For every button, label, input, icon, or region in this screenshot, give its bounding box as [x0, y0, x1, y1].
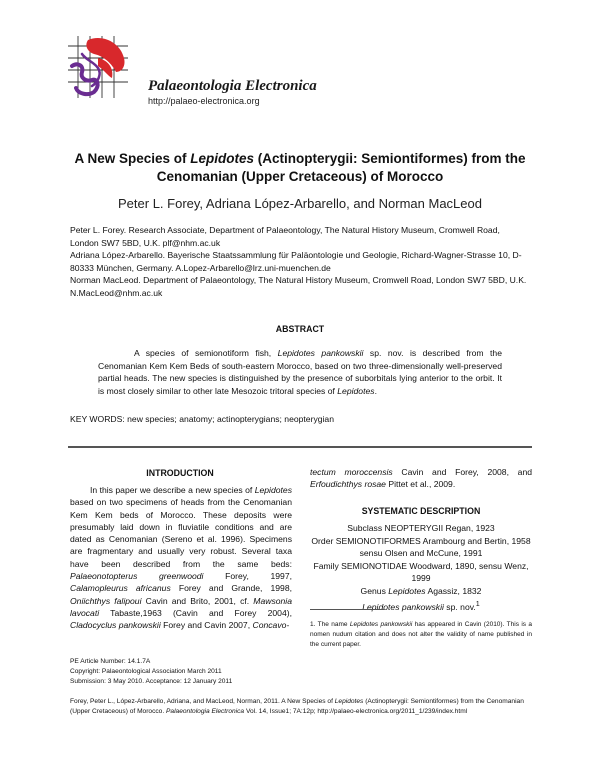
footnote-marker[interactable]: 1	[475, 599, 480, 608]
journal-logo	[68, 36, 128, 98]
introduction-heading: INTRODUCTION	[146, 468, 214, 478]
logo-graphic	[68, 36, 128, 98]
footnote-divider	[310, 609, 384, 610]
author-list: Peter L. Forey, Adriana López-Arbarello, and Norman MacLeod	[118, 196, 482, 211]
taxon-line: Subclass NEOPTERYGII Regan, 1923	[347, 523, 495, 533]
affiliation: Norman MacLeod. Department of Palaeontology, The Natural History Museum, Cromwell Road, London SW7 5BD, U.K. N.MacLeod@nhm.ac.uk	[70, 275, 527, 298]
affiliation: Peter L. Forey. Research Associate, Department of Palaeontology, The Natural History Museum, Cromwell Road, London SW7 5BD, U.K. plf@nhm.ac.uk	[70, 225, 500, 248]
abstract-heading: ABSTRACT	[275, 324, 325, 334]
taxon-line: Family SEMIONOTIDAE Woodward, 1890, sensu Wenz, 1999	[313, 560, 529, 584]
taxon-line: Genus Lepidotes Agassiz, 1832	[360, 585, 482, 596]
submission-dates: Submission: 3 May 2010. Acceptance: 12 January 2011	[70, 678, 233, 685]
article-number: PE Article Number: 14.1.7A	[70, 658, 151, 665]
systematic-heading: SYSTEMATIC DESCRIPTION	[361, 506, 481, 516]
affiliation: Adriana López-Arbarello. Bayerische Staatssammlung für Paläontologie und Geologie, Richard-Wagner-Strasse 10, D-80333 München, Germany. A.Lopez-Arbarello@lrz.uni-muenchen.de	[70, 250, 522, 273]
section-divider	[68, 446, 532, 448]
article-title: A New Species of Lepidotes (Actinopterygii: Semiontiformes) from the Cenomanian (Upper Cretaceous) of Morocco	[74, 151, 526, 184]
introduction-text: In this paper we describe a new species of Lepidotes based on two specimens of heads from the Cenomanian Kem Kem beds of Morocco. These deposits were presumably laid down in fluviatile conditions and are dated as Cenomanian (Sereno et al. 1996). Specimens are fragmentary and usually very robust. Several taxa have been described from the same beds: Palaeonotopterus greenwoodi Forey, 1997, Calamopleurus africanus Forey and Grande, 1998, Oniichthys falipoui Cavin and Brito, 2001, cf. Mawsonia lavocati Tabaste,1963 (Cavin and Forey 2004), Cladocyclus pankowskii Forey and Cavin 2007, Concavo-	[70, 485, 292, 631]
taxon-line: Order SEMIONOTIFORMES Arambourg and Bertin, 1958 sensu Olsen and McCune, 1991	[311, 535, 531, 559]
journal-name: Palaeontologia Electronica	[148, 78, 317, 94]
journal-url[interactable]: http://palaeo-electronica.org	[148, 96, 260, 106]
taxon-line: Lepidotes pankowskii sp. nov.$^1$	[362, 599, 480, 612]
footnote: 1. The name Lepidotes pankowskii has appeared in Cavin (2010). This is a nomen nudum citation and does not alter the validity of name published in the current paper.	[310, 621, 533, 648]
keywords: KEY WORDS: new species; anatomy; actinopterygians; neopterygian	[70, 414, 334, 424]
systematic-description	[310, 522, 532, 613]
copyright: Copyright: Palaeontological Association March 2011	[70, 668, 222, 675]
citation: Forey, Peter L., López-Arbarello, Adriana, and MacLeod, Norman, 2011. A New Species of Lepidotes (Actinopterygii: Semiontiformes) from the Cenomanian (Upper Cretaceous) of Morocco. Palaeontologia Electronica Vol. 14, Issue1; 7A:12p; http://palaeo-electronica.org/2011_1/239/index.html	[70, 698, 524, 715]
introduction-continuation: tectum moroccensis Cavin and Forey, 2008, and Erfoudichthys rosae Pittet et al., 2009.	[310, 467, 532, 490]
abstract-text: A species of semionotiform fish, Lepidotes pankowskii sp. nov. is described from the Cenomanian Kem Kem Beds of south-eastern Morocco, based on two three-dimensionally well-preserved partial heads. The new species is distinguished by the presence of suborbitals lying anterior to the orbit. It is most closely similar to other late Mesozoic tritoral species of Lepidotes.	[98, 348, 502, 396]
article-meta	[70, 657, 370, 687]
affiliations	[70, 224, 530, 300]
